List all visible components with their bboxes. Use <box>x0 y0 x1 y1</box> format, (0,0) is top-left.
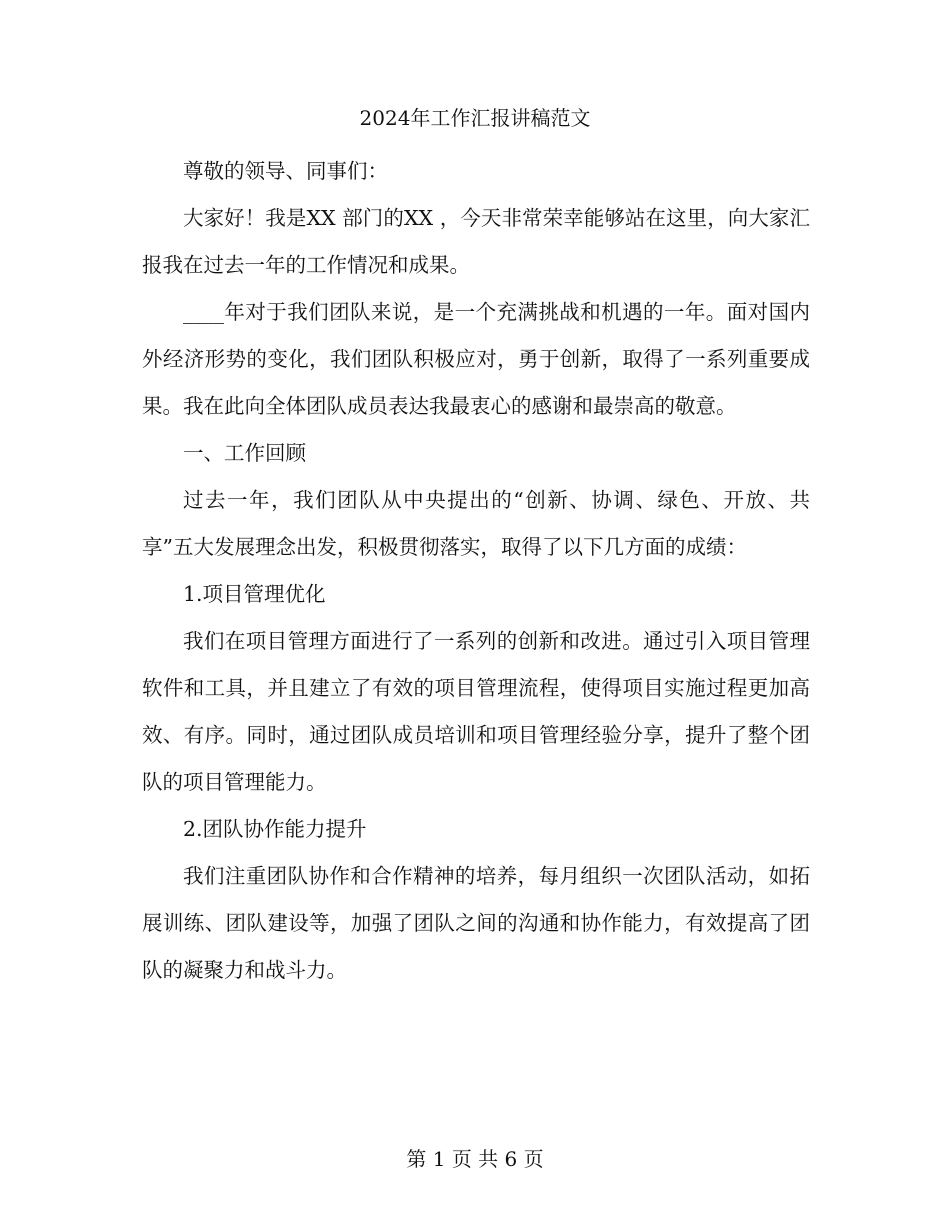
subheading-project-management: 1.项目管理优化 <box>183 582 326 606</box>
section-heading-work-review: 一、工作回顾 <box>183 441 306 465</box>
document-title: 2024年工作汇报讲稿范文 <box>359 106 591 130</box>
year-summary-paragraph: ____年对于我们团队来说，是一个充满挑战和机遇的一年。面对国内外经济形势的变化，我们团队积极应对，勇于创新，取得了一系列重要成果。我在此向全体团队成员表达我最衷心的感谢和最崇高的敬意。 <box>142 300 810 418</box>
salutation: 尊敬的领导、同事们： <box>183 159 388 183</box>
subheading-team-collaboration: 2.团队协作能力提升 <box>183 817 367 841</box>
team-collaboration-paragraph: 我们注重团队协作和合作精神的培养，每月组织一次团队活动，如拓展训练、团队建设等，加强了团队之间的沟通和协作能力，有效提高了团队的凝聚力和战斗力。 <box>142 864 810 982</box>
project-management-paragraph: 我们在项目管理方面进行了一系列的创新和改进。通过引入项目管理软件和工具，并且建立了有效的项目管理流程，使得项目实施过程更加高效、有序。同时，通过团队成员培训和项目管理经验分享，提升了整个团队的项目管理能力。 <box>142 629 810 794</box>
work-review-paragraph: 过去一年，我们团队从中央提出的“创新、协调、绿色、开放、共享”五大发展理念出发，积极贯彻落实，取得了以下几方面的成绩： <box>142 488 810 559</box>
document-body <box>142 148 810 994</box>
page-footer: 第 1 页 共 6 页 <box>406 1147 544 1171</box>
intro-paragraph: 大家好！我是XX 部门的XX ，今天非常荣幸能够站在这里，向大家汇报我在过去一年的工作情况和成果。 <box>142 206 810 277</box>
